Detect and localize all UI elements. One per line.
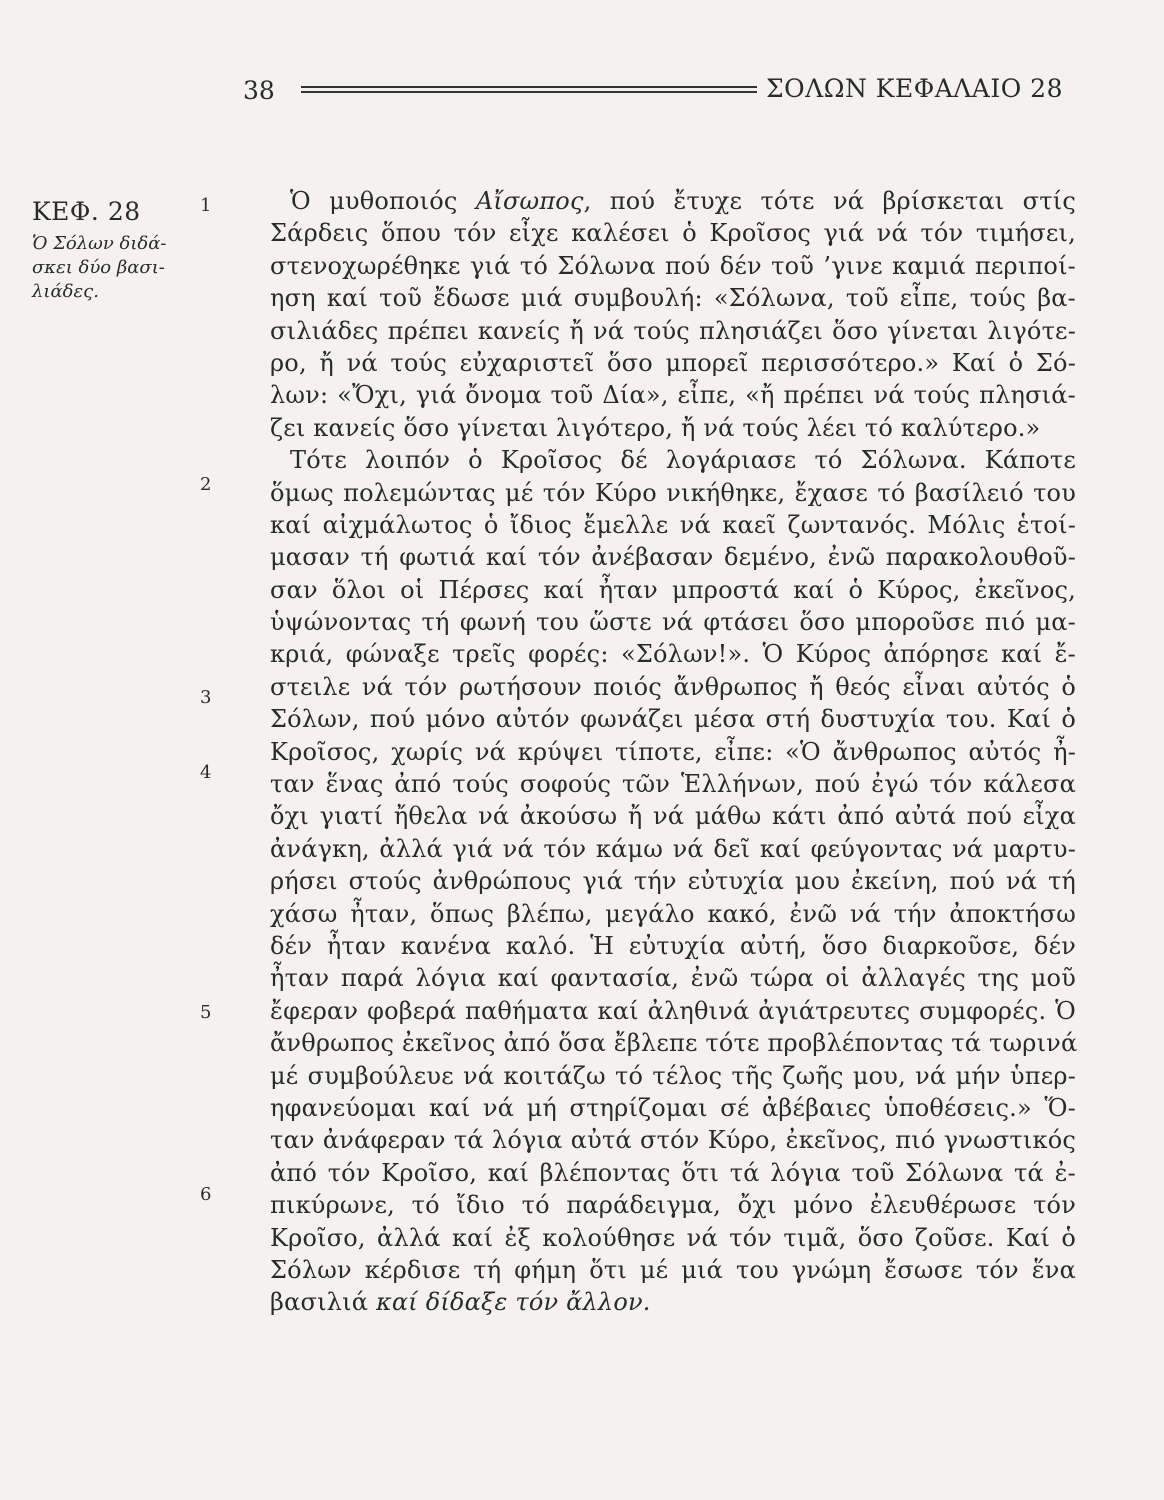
text-line: μέ συμβούλευε νά κοιτάζω τό τέλος τῆς ζωῆς μου, νά μήν ὑπερ- <box>270 1061 1076 1090</box>
text-line: ηφανεύομαι καί νά μή στηρίζομαι σέ ἀβέβαιες ὑποθέσεις.» Ὅ- <box>270 1093 1076 1122</box>
text-line: κριά, φώναξε τρεῖς φορές: «Σόλων!». Ὁ Κύρος ἀπόρησε καί ἔ- <box>270 640 1076 669</box>
text-line: καί αἰχμάλωτος ὁ ἴδιος ἔμελλε νά καεῖ ζωντανός. Μόλις ἑτοί- <box>270 510 1076 539</box>
header-double-rule <box>301 86 757 93</box>
text-line: ἀνάγκη, ἀλλά γιά νά τόν κάμω νά δεῖ καί φεύγοντας νά μαρτυ- <box>270 834 1076 863</box>
text-line: ἀπό τόν Κροῖσο, καί βλέποντας ὅτι τά λόγια τοῦ Σόλωνα τά ἐ- <box>270 1158 1076 1187</box>
text-line: Σόλων κέρδισε τή φήμη ὅτι μέ μιά του γνώμη ἔσωσε τόν ἕνα <box>270 1255 1076 1284</box>
text-line: χάσω ἦταν, ὅπως βλέπω, μεγάλο κακό, ἐνῶ νά τήν ἀποκτήσω <box>270 899 1076 928</box>
text-line: ὑψώνοντας τή φωνή του ὥστε νά φτάσει ὅσο μποροῦσε πιό μα- <box>270 608 1076 637</box>
text-line: Κροῖσο, ἀλλά καί ἐξ κολούθησε νά τόν τιμᾶ, ὅσο ζοῦσε. Καί ὁ <box>270 1223 1076 1252</box>
margin-note <box>32 196 202 304</box>
page-header <box>0 0 1164 120</box>
text-line: Σάρδεις ὅπου τόν εἶχε καλέσει ὁ Κροῖσος γιά νά τόν τιμήσει, <box>270 219 1076 248</box>
text-line: λων: «Ὄχι, γιά ὄνομα τοῦ Δία», εἶπε, «ἤ πρέπει νά τούς πλησιά- <box>270 381 1076 410</box>
text-line: ταν ἕνας ἀπό τούς σοφούς τῶν Ἑλλήνων, πού ἐγώ τόν κάλεσα <box>270 770 1076 799</box>
text-line: ρο, ἤ νά τούς εὐχαριστεῖ ὅσο μπορεῖ περισσότερο.» Καί ὁ Σό- <box>270 348 1076 377</box>
text-line: στενοχωρέθηκε γιά τό Σόλωνα πού δέν τοῦ ’γινε καμιά περιποί- <box>270 251 1076 280</box>
text-line: βασιλιά καί δίδαξε τόν ἄλλον. <box>270 1288 651 1317</box>
line-number: 1 <box>200 195 212 216</box>
text-line: Σόλων, πού μόνο αὐτόν φωνάζει μέσα στή δυστυχία του. Καί ὁ <box>270 705 1076 734</box>
text-line: ἦταν παρά λόγια καί φαντασία, ἐνῶ τώρα οἱ ἀλλαγές της μοῦ <box>270 964 1076 993</box>
text-line: ταν ἀνάφεραν τά λόγια αὐτά στόν Κύρο, ἐκεῖνος, πιό γνωστικός <box>270 1126 1076 1155</box>
text-line: σιλιάδες πρέπει κανείς ἤ νά τούς πλησιάζει ὅσο γίνεται λιγότε- <box>270 316 1076 345</box>
text-line: Τότε λοιπόν ὁ Κροῖσος δέ λογάριασε τό Σόλωνα. Κάποτε <box>290 446 1076 475</box>
text-line: ηση καί τοῦ ἔδωσε μιά συμβουλή: «Σόλωνα, τοῦ εἶπε, τούς βα- <box>270 284 1076 313</box>
text-line: σαν ὅλοι οἱ Πέρσες καί ἦταν μπροστά καί ὁ Κύρος, ἐκεῖνος, <box>270 575 1076 604</box>
running-title: ΣΟΛΩΝ ΚΕΦΑΛΑΙΟ 28 <box>766 74 1063 103</box>
line-number: 6 <box>200 1184 212 1205</box>
text-line: ζει κανείς ὅσο γίνεται λιγότερο, ἤ νά τούς λέει τό καλύτερο.» <box>270 413 1041 442</box>
chapter-label: ΚΕΦ. 28 <box>32 197 141 226</box>
text-line: πικύρωνε, τό ἴδιο τό παράδειγμα, ὄχι μόνο ἐλευθέρωσε τόν <box>270 1191 1076 1220</box>
page-number: 38 <box>243 76 275 105</box>
line-number: 5 <box>200 1002 212 1023</box>
text-line: Ὁ μυθοποιός Αἴσωπος, πού ἔτυχε τότε νά βρίσκεται στίς <box>290 187 1076 215</box>
text-line: μασαν τή φωτιά καί τόν ἀνέβασαν δεμένο, ἐνῶ παρακολουθοῦ- <box>270 543 1076 572</box>
text-line: ἔφεραν φοβερά παθήματα καί ἀληθινά ἀγιάτρευτες συμφορές. Ὁ <box>270 996 1076 1025</box>
text-line: στειλε νά τόν ρωτήσουν ποιός ἄνθρωπος ἤ θεός εἶναι αὐτός ὁ <box>270 672 1076 701</box>
text-line: Κροῖσος, χωρίς νά κρύψει τίποτε, εἶπε: «Ὁ ἄνθρωπος αὐτός ἦ- <box>270 737 1076 766</box>
chapter-body-text <box>270 185 1076 1319</box>
line-number: 4 <box>200 762 212 783</box>
text-line: ὄχι γιατί ἤθελα νά ἀκούσω ἤ νά μάθω κάτι ἀπό αὐτά πού εἶχα <box>270 802 1076 831</box>
text-line: ρήσει στούς ἀνθρώπους γιά τήν εὐτυχία μου ἐκείνη, πού νά τή <box>270 867 1076 896</box>
line-number: 2 <box>200 474 212 495</box>
text-line: ὅμως πολεμώντας μέ τόν Κύρο νικήθηκε, ἔχασε τό βασίλειό του <box>270 478 1076 507</box>
text-line: ἄνθρωπος ἐκεῖνος ἀπό ὅσα ἔβλεπε τότε προβλέποντας τά τωρινά <box>270 1029 1078 1058</box>
chapter-summary: Ὁ Σόλων διδά- σκει δύο βασι- λιάδες. <box>32 233 167 302</box>
line-number: 3 <box>200 687 212 708</box>
line-number-column <box>200 0 230 1500</box>
text-line: δέν ἦταν κανένα καλό. Ἡ εὐτυχία αὐτή, ὅσο διαρκοῦσε, δέν <box>270 931 1076 960</box>
